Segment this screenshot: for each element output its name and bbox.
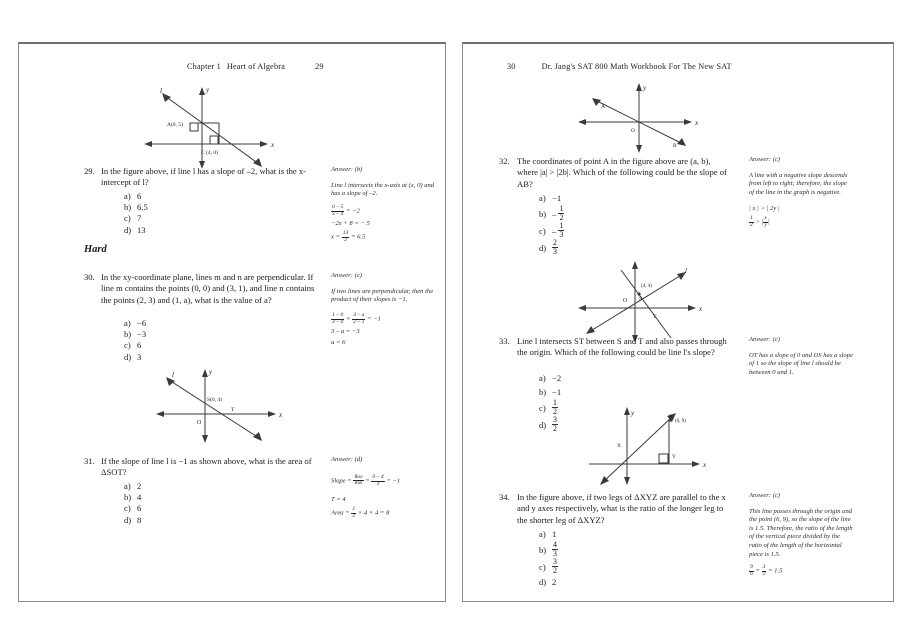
fig31-x-label: x (279, 411, 283, 419)
option-b[interactable]: b) −1 (539, 387, 562, 397)
fig31-origin: O (197, 420, 202, 426)
fig34-x-label: x (703, 461, 707, 469)
left-page (18, 42, 446, 602)
fig34-point-z: Z (669, 414, 673, 420)
answer-work-line: Area = $\frac{1}{2}$ × 4 × 4 = 8 (331, 505, 390, 519)
option-b-value: $\frac{4}{3}$ (553, 540, 557, 559)
question-31-options (124, 481, 141, 526)
fig29-point-a: A(0, 5) (167, 122, 183, 128)
answer-work-line: a = 6 (331, 339, 346, 347)
figure-q32 (561, 78, 721, 156)
option-b[interactable]: b) $\frac{4}{3}$ (539, 540, 557, 559)
answer-explanation: A line with a negative slope descends from left to right; therefore, the slope of the line in the graph is negative. (749, 171, 848, 196)
option-b-value: 6.5 (137, 202, 148, 213)
option-a[interactable]: a) −2 (539, 373, 562, 383)
option-c[interactable]: c) – $\frac{1}{3}$ (539, 221, 564, 240)
question-32-options (539, 191, 564, 256)
answer-work-line: T = 4 (331, 495, 346, 503)
answer-explanation: This line passes through the origin and the point (6, 9), so the slope of the line is 1.5. Therefore, the ratio of the length of the vertical piece divided by the ratio of the length of the horizontal piece is 1.5. (749, 507, 853, 558)
option-d-value: 3 (137, 351, 142, 362)
running-head-title: Heart of Algebra (226, 62, 286, 71)
right-running-head (507, 62, 732, 71)
answer-explanation: OT has a slope of 0 and OS has a slope of 1 so the slope of line l should be between 0 and 1. (749, 351, 853, 376)
figure-q29 (127, 82, 287, 172)
answer-work-line: $\frac{0 - 5}{x - 4}$ = −2 (332, 203, 360, 217)
fig33-point-t: T (653, 314, 657, 320)
question-34-text: In the figure above, if two legs of ΔXYZ are parallel to the x and y axes respectively, what is the ratio of the longer leg to the shorter leg of ΔXYZ? (517, 492, 726, 525)
running-head-title: Dr. Jang's SAT 800 Math Workbook For The New SAT (541, 62, 732, 71)
option-d-value: 8 (137, 514, 142, 525)
fig29-x-label: x (271, 141, 275, 149)
fig34-point-z-coords: (6, 9) (675, 419, 686, 424)
question-31-number: 31. (84, 456, 95, 466)
option-b-value: −3 (137, 329, 147, 340)
fig31-point-s: S(0, 4) (207, 397, 222, 403)
option-b[interactable]: b) – $\frac{1}{2}$ (539, 204, 564, 223)
question-31-answer (331, 456, 435, 522)
option-c[interactable]: c) $\frac{1}{2}$ (539, 398, 557, 417)
option-b-value: $\frac{1}{2}$ (559, 204, 564, 223)
fig31-point-t: T (231, 407, 235, 413)
question-31-text: If the slope of line l is −1 as shown above, what is the area of ΔSOT? (101, 456, 312, 478)
option-c-value: $\frac{1}{3}$ (559, 221, 564, 240)
answer-head: Answer: (c) (749, 336, 780, 343)
option-a-value: 2 (137, 481, 142, 491)
option-c-value: $\frac{1}{2}$ (553, 398, 557, 417)
fig34-point-x: X (617, 443, 621, 449)
fig29-y-label: y (206, 86, 210, 94)
option-a[interactable]: a) 1 (539, 529, 557, 539)
answer-head: Answer: (d) (331, 456, 363, 463)
question-33-answer (749, 336, 853, 383)
option-a-value: 6 (137, 191, 142, 201)
option-b[interactable]: b) 6.5 (124, 202, 148, 213)
option-a[interactable]: a) 6 (124, 191, 142, 201)
fig33-x-label: x (699, 305, 703, 313)
question-33-options (539, 371, 561, 433)
answer-work-line: x = $\frac{13}{2}$ = 6.5 (331, 230, 366, 244)
option-c[interactable]: c) 7 (124, 213, 142, 224)
option-c-value: $\frac{3}{2}$ (553, 557, 557, 576)
option-a-value: −1 (552, 193, 562, 203)
question-30-answer (331, 272, 435, 350)
option-d[interactable]: d) 2 (539, 577, 557, 588)
question-29-answer (331, 166, 435, 247)
question-30-number: 30. (84, 272, 95, 282)
option-c-value: 7 (137, 213, 142, 224)
running-head-page-number: 30 (507, 62, 516, 71)
option-d[interactable]: d) 13 (124, 224, 146, 235)
option-c[interactable]: c) $\frac{3}{2}$ (539, 557, 557, 576)
option-b-value: 4 (137, 492, 142, 503)
answer-head: Answer: (c) (749, 156, 780, 163)
question-33-text: Line l intersects ST between S and T and also passes through the origin. Which of the following could be line l's slope? (517, 336, 727, 358)
option-b[interactable]: b) −3 (124, 329, 147, 340)
fig33-line-label: l (685, 267, 687, 275)
fig32-origin: O (631, 128, 635, 134)
running-head-page-number: 29 (315, 62, 324, 71)
option-d-value: $\frac{2}{3}$ (553, 238, 557, 257)
figure-q33 (567, 256, 727, 346)
section-heading-hard: Hard (84, 244, 107, 255)
question-32-number: 32. (499, 156, 510, 166)
question-34-answer (749, 492, 853, 581)
answer-work-line: $\frac{9}{6}$ = $\frac{3}{2}$ = 1.5 (750, 564, 783, 578)
answer-work-line: $\frac{1 - 0}{3 - 0}$ × $\frac{3 - a}{2 - 1}$ = −1 (332, 311, 381, 325)
option-a[interactable]: a) −1 (539, 193, 562, 203)
answer-work-line: $\frac{1}{2}$ > | $\frac{x}{y}$ | (750, 215, 770, 229)
fig31-y-label: y (209, 368, 213, 376)
question-34-options (539, 527, 558, 589)
option-d[interactable]: d) $\frac{2}{3}$ (539, 238, 557, 257)
fig33-point-s: S (639, 296, 643, 302)
fig34-y-label: y (631, 409, 635, 417)
option-b-value: −1 (552, 387, 562, 397)
question-29-text: In the figure above, if line l has a slope of –2, what is the x-intercept of l? (101, 166, 306, 188)
question-30-text: In the xy-coordinate plane, lines m and n are perpendicular. If line m contains the points (0, 0) and (3, 1), and line n contains the points (2, 3) and (1, a), what is the value of a? (101, 272, 315, 305)
option-a-value: −6 (137, 318, 147, 328)
option-b[interactable]: b) 4 (124, 492, 142, 503)
figure-q34 (579, 402, 729, 488)
fig29-line-label: l (160, 87, 162, 95)
fig31-line-label: l (172, 371, 174, 379)
answer-work-line: Slope = Rise Run = $\frac{0 - 4}{T}$ = −1 (331, 473, 401, 487)
option-a[interactable]: a) 2 (124, 481, 142, 491)
option-d[interactable]: d) $\frac{3}{2}$ (539, 415, 557, 434)
answer-work-line: | x | > | 2y | (749, 205, 780, 213)
option-a-value: −2 (552, 373, 562, 383)
option-a-value: 1 (552, 529, 557, 539)
answer-work-line: 3 – a = −3 (331, 328, 360, 336)
fig34-point-y: Y (672, 454, 676, 460)
question-32-answer (749, 156, 853, 232)
option-c[interactable]: c) 6 (124, 340, 142, 351)
option-d-value: 13 (137, 224, 146, 235)
question-30-options (124, 318, 146, 363)
question-34-number: 34. (499, 492, 510, 502)
option-d[interactable]: d) 3 (124, 351, 142, 362)
fig33-point-s-coords: (4, 4) (641, 284, 652, 289)
running-head-chapter: Chapter 1 (187, 62, 221, 71)
answer-work-line: −2x + 8 = − 5 (331, 220, 370, 228)
answer-head: Answer: (c) (749, 492, 780, 499)
question-32-text: The coordinates of point A in the figure above are (a, b), where |a| > |2b|. Which of the following could be the slope of AB? (517, 156, 727, 189)
option-a[interactable]: a) −6 (124, 318, 147, 328)
question-29-options (124, 191, 148, 236)
fig32-x-label: x (695, 119, 699, 127)
answer-explanation: Line l intersects the x-axis at (x, 0) and has a slope of –2. (331, 181, 435, 198)
question-29-number: 29. (84, 166, 95, 176)
left-running-head (187, 62, 324, 71)
fig29-point-c: C (4, 0) (201, 150, 218, 156)
right-page (462, 42, 894, 602)
answer-explanation: If two lines are perpendicular, then the product of their slopes is −1. (331, 287, 434, 304)
fig33-origin: O (623, 298, 628, 304)
option-d-value: 2 (552, 577, 557, 588)
answer-head: Answer: (b) (331, 166, 363, 173)
fig32-y-label: y (643, 84, 647, 92)
option-d[interactable]: d) 8 (124, 514, 142, 525)
option-c-value: 6 (137, 503, 142, 514)
fig32-point-a: A (601, 104, 605, 110)
option-c-value: 6 (137, 340, 142, 351)
figure-q31 (147, 364, 297, 446)
fig32-point-b: B (673, 143, 677, 149)
answer-head: Answer: (c) (331, 272, 362, 279)
option-c[interactable]: c) 6 (124, 503, 142, 514)
question-33-number: 33. (499, 336, 510, 346)
option-d-value: $\frac{3}{2}$ (553, 415, 557, 434)
